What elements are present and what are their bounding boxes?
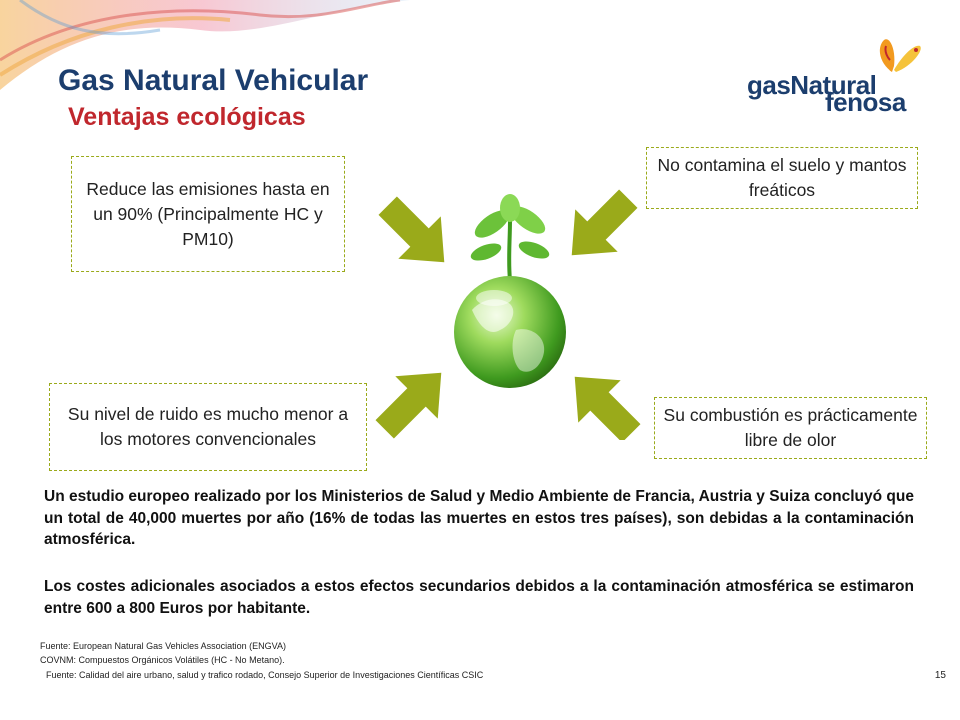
box-noise: Su nivel de ruido es mucho menor a los motores convencionales — [49, 383, 367, 471]
sprout-icon — [469, 194, 552, 280]
page-title: Gas Natural Vehicular — [58, 64, 369, 97]
arrow-top-right-icon — [551, 180, 650, 276]
arrow-top-left-icon — [367, 185, 466, 284]
globe-arrows-graphic — [360, 180, 660, 440]
source-covnm: COVNM: Compuestos Orgánicos Volátiles (HC - No Metano). — [40, 655, 285, 665]
paragraph-study: Un estudio europeo realizado por los Ministerios de Salud y Medio Ambiente de Francia, Austria y Suiza concluyó que un total de 40,000 muertes por año (16% de todas las muertes en estos tres países), son debidas a la contaminación atmosférica. — [44, 488, 914, 548]
source-csic: Fuente: Calidad del aire urbano, salud y trafico rodado, Consejo Superior de Investigaciones Científicas CSIC — [46, 670, 484, 680]
page-number: 15 — [934, 670, 946, 681]
page-subtitle: Ventajas ecológicas — [68, 103, 306, 131]
source-engva: Fuente: European Natural Gas Vehicles Association (ENGVA) — [40, 641, 286, 651]
box-odor: Su combustión es prácticamente libre de olor — [654, 397, 927, 459]
arrow-bottom-right-icon — [554, 356, 653, 440]
paragraph-costs: Los costes adicionales asociados a estos efectos secundarios debidos a la contaminación atmosférica se estimaron entre 600 a 800 Euros por habitante. — [44, 578, 914, 617]
box-soil: No contamina el suelo y mantos freáticos — [646, 147, 918, 209]
butterfly-logo-icon — [872, 36, 924, 78]
logo-text-gasnatural: gasNatural — [747, 70, 877, 100]
arrow-bottom-left-icon — [364, 352, 463, 440]
globe-icon — [454, 276, 566, 388]
box-emissions: Reduce las emisiones hasta en un 90% (Principalmente HC y PM10) — [71, 156, 345, 272]
logo-text-fenosa: fenosa — [825, 87, 906, 117]
